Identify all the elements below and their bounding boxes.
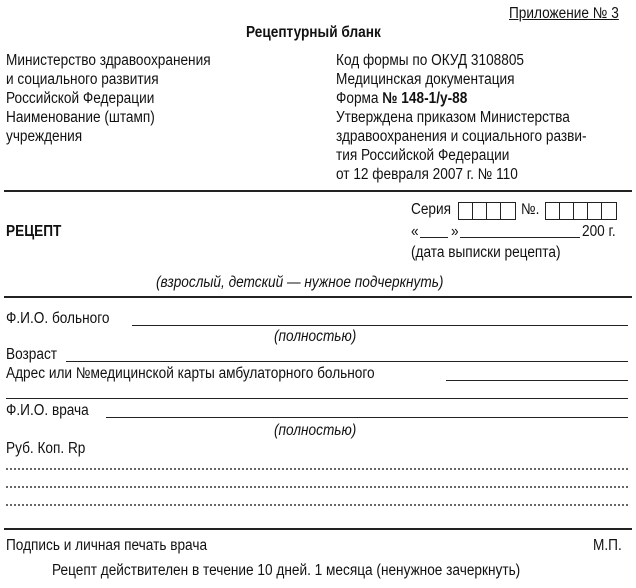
age-field[interactable]: [66, 361, 628, 362]
doctor-name-label: Ф.И.О. врача: [6, 402, 89, 419]
series-label: Серия: [411, 201, 452, 218]
address-field[interactable]: [446, 380, 628, 381]
recipe-heading: РЕЦЕПТ: [6, 223, 62, 240]
doctor-name-hint: (полностью): [274, 422, 357, 439]
issuer-line: Министерство здравоохранения: [6, 52, 211, 69]
patient-type-hint: (взрослый, детский — нужное подчеркнуть): [156, 274, 444, 291]
date-year: 200 г.: [582, 223, 616, 240]
rx-line[interactable]: [6, 504, 628, 506]
number-label: №.: [521, 201, 540, 218]
validity-note: Рецепт действителен в течение 10 дней. 1 месяца (ненужное зачеркнуть): [52, 562, 521, 579]
rx-line[interactable]: [6, 468, 628, 470]
issuer-line: учреждения: [6, 128, 83, 145]
seal-label: М.П.: [593, 537, 622, 554]
approval-line: тия Российской Федерации: [336, 147, 510, 164]
doctor-name-field[interactable]: [106, 417, 628, 418]
approval-line: Утверждена приказом Министерства: [336, 109, 570, 126]
patient-name-field[interactable]: [132, 325, 628, 326]
header-divider: [4, 190, 632, 192]
form-label: Форма: [336, 90, 379, 107]
issuer-line: Российской Федерации: [6, 90, 155, 107]
footer-divider: [4, 528, 632, 530]
approval-line: от 12 февраля 2007 г. № 110: [336, 166, 518, 183]
date-quote-close: »: [451, 223, 459, 240]
date-day-line[interactable]: [420, 237, 448, 238]
issuer-line: и социального развития: [6, 71, 159, 88]
doc-type: Медицинская документация: [336, 71, 515, 88]
patient-name-label: Ф.И.О. больного: [6, 310, 110, 327]
rx-line[interactable]: [6, 486, 628, 488]
address-label: Адрес или №медицинской карты амбулаторного больного: [6, 365, 375, 382]
series-boxes[interactable]: [458, 202, 516, 220]
approval-line: здравоохранения и социального разви-: [336, 128, 587, 145]
appendix-label: Приложение № 3: [509, 5, 619, 22]
age-label: Возраст: [6, 346, 58, 363]
form-title: Рецептурный бланк: [246, 24, 381, 41]
date-month-line[interactable]: [460, 237, 580, 238]
issuer-line: Наименование (штамп): [6, 109, 155, 126]
rx-label: Руб. Коп. Rp: [6, 440, 86, 457]
date-caption: (дата выписки рецепта): [411, 244, 561, 261]
form-number-line: [336, 89, 467, 108]
date-quote-open: «: [411, 223, 419, 240]
number-boxes[interactable]: [545, 202, 617, 220]
patient-name-hint: (полностью): [274, 328, 357, 345]
okud-code: Код формы по ОКУД 3108805: [336, 52, 525, 69]
signature-label: Подпись и личная печать врача: [6, 537, 208, 554]
address-field-continued[interactable]: [6, 398, 628, 399]
section-divider: [4, 296, 632, 298]
form-number: № 148-1/у-88: [382, 90, 468, 107]
